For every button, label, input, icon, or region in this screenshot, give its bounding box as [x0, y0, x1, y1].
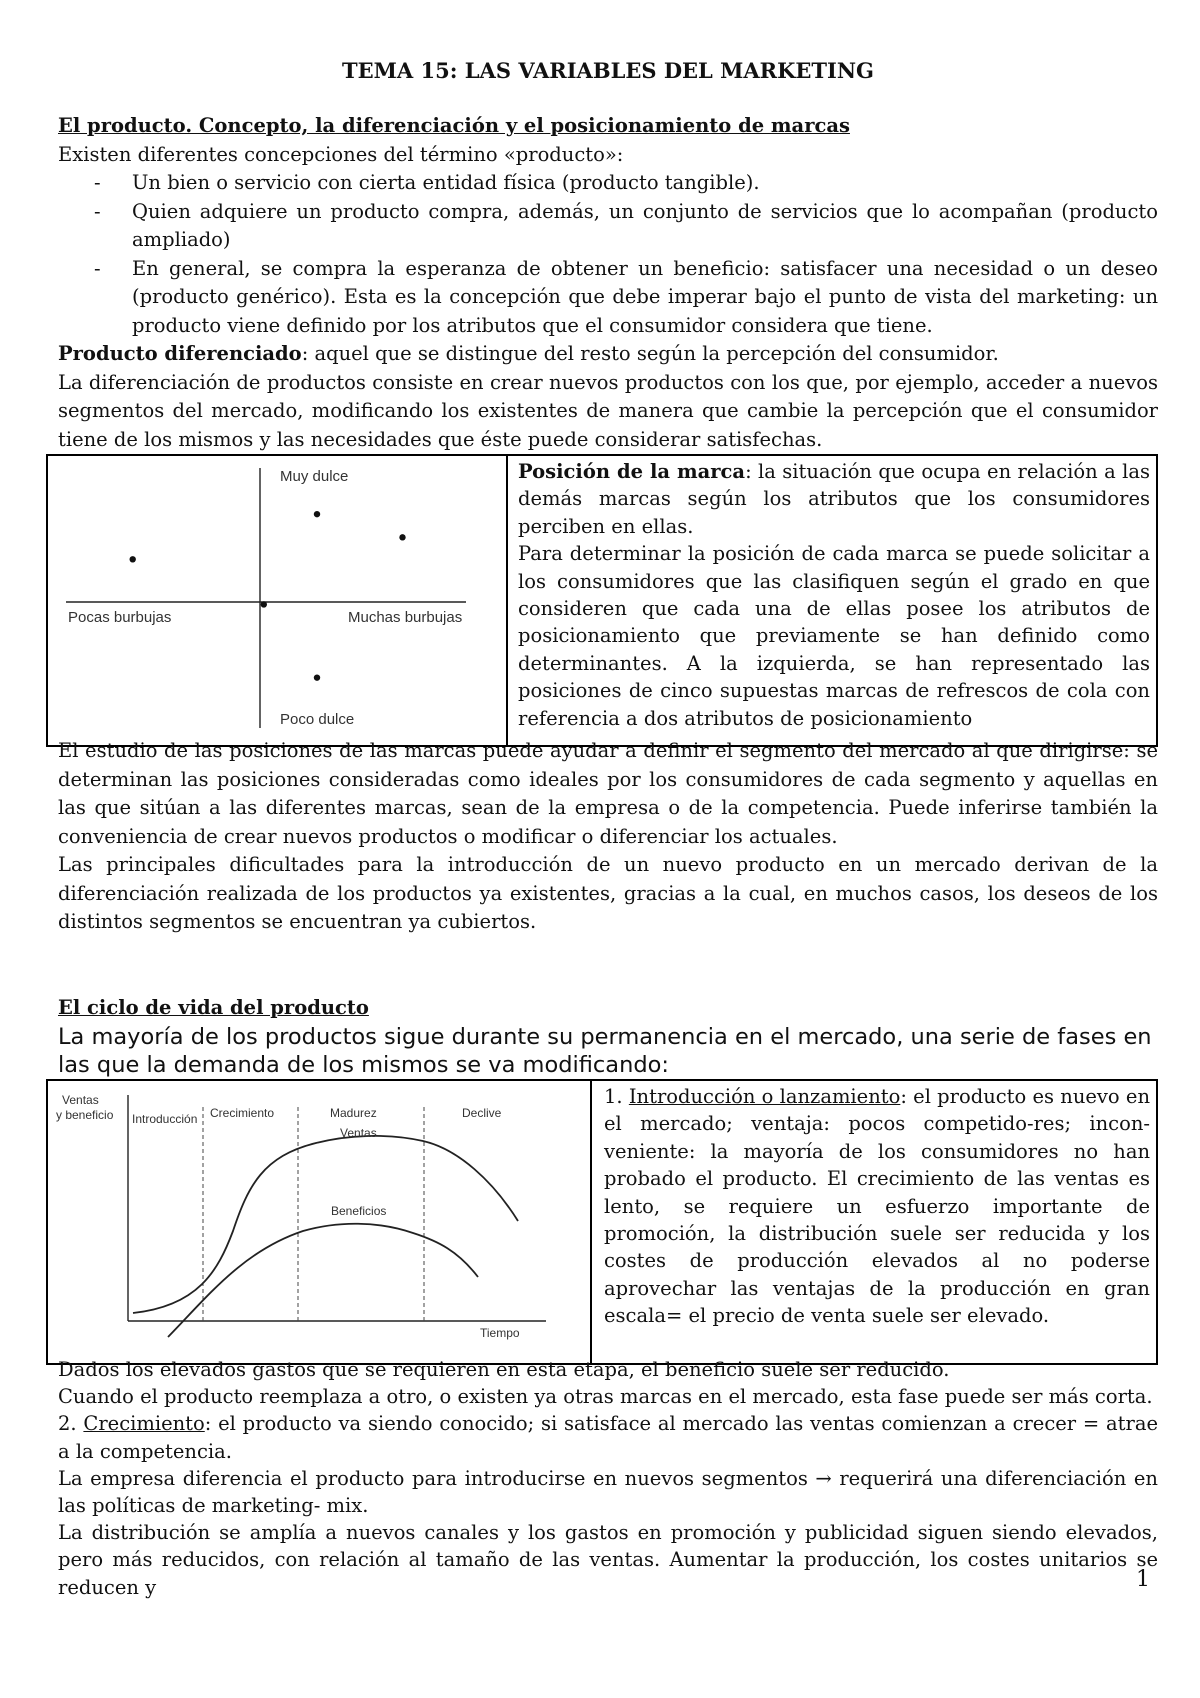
positioning-box: [46, 454, 1158, 747]
distribucion-paragraph: La distribución se amplía a nuevos canales y los gastos en promoción y publicidad siguen siendo elevados, pero más reducidos, con relación al tamaño de las ventas. Aumentar la producción, los costes unitarios se reducen y: [58, 1521, 1158, 1599]
posicion-text: [508, 456, 1156, 732]
introduccion-text-cell: [591, 1080, 1157, 1364]
brand-point-marca-1: [314, 511, 320, 517]
crecimiento-title: Crecimiento: [83, 1412, 205, 1436]
phase-label-crecimiento: Crecimiento: [210, 1106, 275, 1120]
ciclo-intro: La mayoría de los productos sigue durante su permanencia en el mercado, una serie de fases en las que la demanda de los mismos se va modificando:: [58, 1023, 1152, 1078]
list-item: - Un bien o servicio con cierta entidad física (producto tangible).: [58, 169, 1158, 198]
axis-label-bottom: Poco dulce: [280, 711, 355, 728]
producto-diferenciado-paragraph: [58, 340, 1158, 369]
page-number: 1: [1136, 1567, 1150, 1592]
axis-label-left: Pocas burbujas: [68, 609, 172, 626]
diferencia-paragraph: La empresa diferencia el producto para introducirse en nuevos segmentos → requerirá una diferenciación en las políticas de marketing- mix.: [58, 1466, 1158, 1518]
crecimiento-paragraph: [58, 1410, 1158, 1464]
term-posicion: Posición de la marca: [518, 460, 746, 483]
concepts-list: [58, 169, 1158, 340]
section-producto: [58, 112, 1158, 454]
phase-number: 1.: [604, 1085, 629, 1108]
beneficios-label: Beneficios: [331, 1204, 387, 1218]
dificultades-paragraph: Las principales dificultades para la introducción de un nuevo producto en un mercado derivan de la diferenciación realizada de los productos ya existentes, gracias a la cual, en muchos casos, los deseos de los distintos segmentos se encuentran ya cubiertos.: [58, 853, 1158, 933]
positioning-map: [48, 456, 506, 736]
y-axis-label-1: Ventas: [62, 1093, 99, 1107]
section-ciclo-vida: [58, 994, 1158, 1079]
list-item: - Quien adquiere un producto compra, además, un conjunto de servicios que lo acompañan (producto ampliado): [58, 198, 1158, 255]
posicion-text-cell: [507, 455, 1157, 746]
axis-label-right: Muchas burbujas: [348, 609, 463, 626]
brand-point-marca-2: [399, 534, 405, 540]
section-heading-producto: El producto. Concepto, la diferenciación y el posicionamiento de marcas: [58, 114, 850, 137]
positioning-map-cell: [47, 455, 507, 746]
list-item: - En general, se compra la esperanza de obtener un beneficio: satisfacer una necesidad o un deseo (producto genérico). Esta es la concepción que debe imperar bajo el punto de vista del marketing: un producto viene definido por los atributos que el consumidor considera que tiene.: [58, 255, 1158, 341]
reemplaza-paragraph: Cuando el producto reemplaza a otro, o existen ya otras marcas en el mercado, esta fase puede ser más corta.: [58, 1385, 1153, 1409]
brand-point-marca-4: [261, 601, 267, 607]
y-axis-label-2: y beneficio: [56, 1108, 114, 1122]
beneficios-curve: [168, 1224, 478, 1337]
lifecycle-box-wrapper: [58, 1079, 1158, 1365]
definition-producto-diferenciado: : aquel que se distingue del resto según la percepción del consumidor.: [301, 342, 999, 365]
crecimiento-text: : el producto va siendo conocido; si satisface al mercado las ventas comienzan a crecer = atrae a la competencia.: [58, 1412, 1158, 1463]
lifecycle-box: [46, 1079, 1158, 1365]
after-lifecycle-text: [58, 1356, 1158, 1601]
term-producto-diferenciado: Producto diferenciado: [58, 342, 302, 365]
brand-points: [130, 511, 406, 681]
after-positioning-text: [58, 737, 1158, 937]
definition-posicion: : la situación que ocupa en relación a las demás marcas según los atributos que los consumidores perciben en ellas.: [518, 460, 1150, 538]
posicion-definition: [518, 458, 1150, 540]
brand-point-marca-3: [130, 556, 136, 562]
brand-point-marca-5: [314, 674, 320, 680]
gastos-paragraph: Dados los elevados gastos que se requieren en esta etapa, el beneficio suele ser reducido.: [58, 1358, 950, 1381]
positioning-box-wrapper: [58, 454, 1158, 747]
axis-label-top: Muy dulce: [280, 468, 349, 485]
ventas-curve: [133, 1136, 518, 1313]
intro-text: Existen diferentes concepciones del término «producto»:: [58, 142, 624, 166]
diferenciacion-paragraph: La diferenciación de productos consiste en crear nuevos productos con los que, por ejemplo, acceder a nuevos segmentos del mercado, modificando los existentes de manera que cambie la percepción que el consumidor tiene de los mismos y las necesidades que éste puede considerar satisfechas.: [58, 370, 1158, 451]
phase-title-introduccion: Introducción o lanzamiento: [628, 1085, 901, 1108]
crecimiento-number: 2.: [58, 1412, 84, 1436]
phase-label-introduccion: Introducción: [132, 1112, 198, 1126]
posicion-paragraph: Para determinar la posición de cada marca se puede solicitar a los consumidores que las clasifiquen según el grado en que consideren que cada una de ellas posee los atributos de posicionamiento que previamente se han definido como determinantes. A la izquierda, se han representado las posiciones de cinco supuestas marcas de refrescos de cola con referencia a dos atributos de posicionamiento: [518, 542, 1150, 730]
phase-label-madurez: Madurez: [330, 1106, 377, 1120]
x-axis-label: Tiempo: [480, 1326, 520, 1340]
estudio-paragraph: El estudio de las posiciones de las marcas puede ayudar a definir el segmento del mercado al que dirigirse: se determinan las posiciones consideradas como ideales por los consumidores de cada segmento y aquellas en las que sitúan a las diferentes marcas, sean de la empresa o de la competencia. Puede inferirse también la conveniencia de crear nuevos productos o modificar o diferenciar los actuales.: [58, 739, 1158, 848]
lifecycle-chart: [48, 1081, 590, 1354]
section-heading-ciclo: El ciclo de vida del producto: [58, 996, 369, 1019]
phase-description: : el producto es nuevo en el mercado; ventaja: pocos competido-res; incon-veniente: la mayoría de los consumidores no han probado el producto. El crecimiento de las ventas es lento, se requiere un esfuerzo importante de promoción, la distribución suele ser reducida y los costes de producción elevados al no poderse aprovechar las ventajas de la producción en gran escala= el precio de venta suele ser elevado.: [604, 1085, 1150, 1328]
introduccion-text: [592, 1081, 1156, 1330]
lifecycle-chart-cell: [47, 1080, 591, 1364]
phase-label-declive: Declive: [462, 1106, 502, 1120]
ventas-label: Ventas: [340, 1126, 377, 1140]
page-title: TEMA 15: LAS VARIABLES DEL MARKETING: [342, 58, 874, 83]
